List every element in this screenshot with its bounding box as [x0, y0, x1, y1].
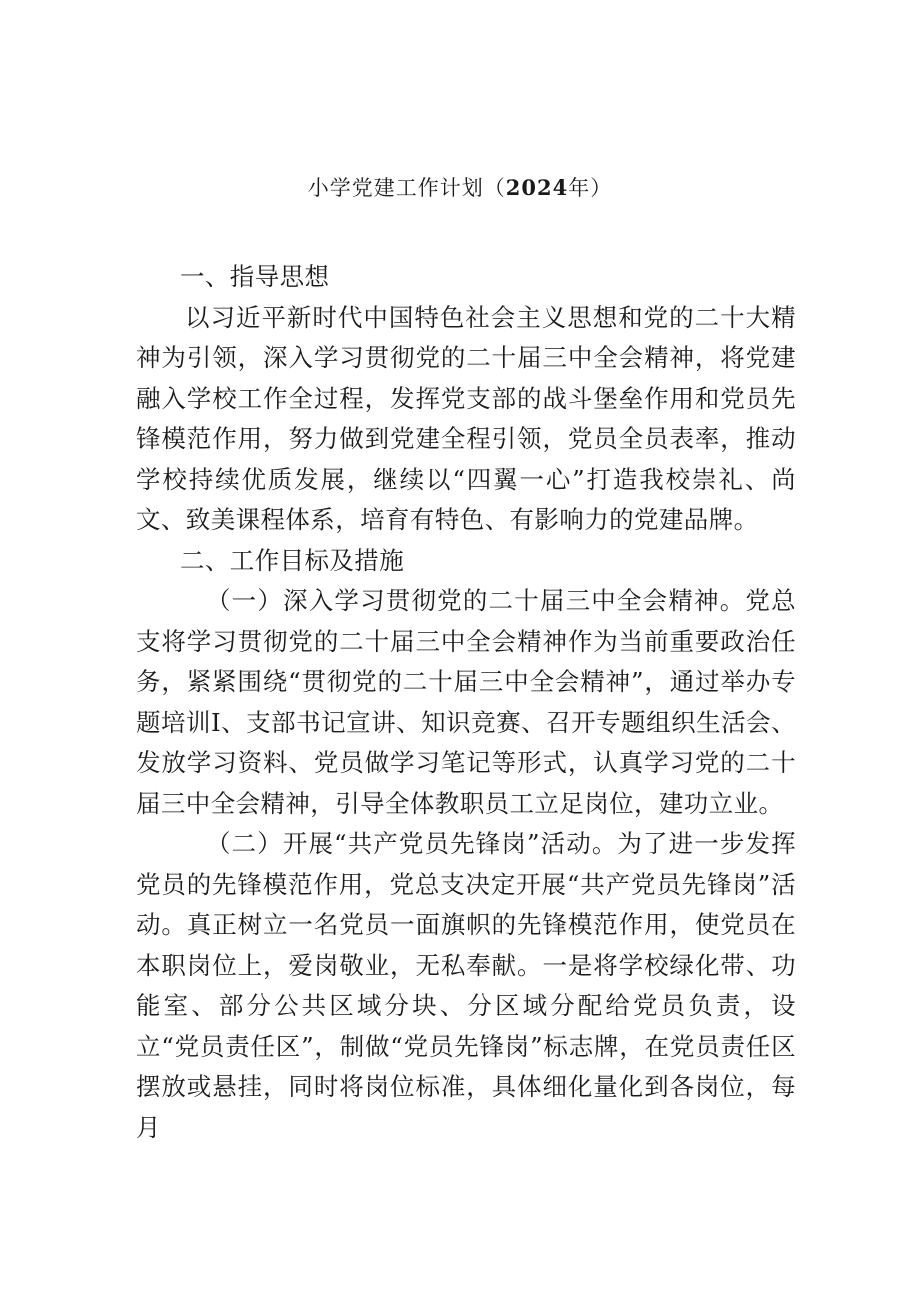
title-year: 2024: [505, 175, 569, 200]
title-end: 年）: [568, 176, 613, 200]
paragraph-measure-1: （一）深入学习贯彻党的二十届三中全会精神。党总支将学习贯彻党的二十届三中全会精神作为当前重要政治任务，紧紧围绕“贯彻党的二十届三中全会精神”，通过举办专题培训I、支部书记宣讲、知识竞赛、召开专题组织生活会、发放学习资料、党员做学习笔记等形式，认真学习党的二十届三中全会精神，引导全体教职员工立足岗位，建功立业。: [136, 586, 796, 818]
paragraph-measure-2: （二）开展“共产党员先锋岗”活动。为了进一步发挥党员的先锋模范作用，党总支决定开展“共产党员先锋岗”活动。真正树立一名党员一面旗帜的先锋模范作用，使党员在本职岗位上，爱岗敬业，无私奉献。一是将学校绿化带、功能室、部分公共区域分块、分区域分配给党员负责，设立“党员责任区”，制做“党员先锋岗”标志牌，在党员责任区摆放或悬挂，同时将岗位标准，具体细化量化到各岗位，每月: [136, 829, 796, 1142]
document-title: [0, 172, 920, 202]
title-main: 小学党建工作计划（: [307, 176, 506, 200]
paragraph-guiding-ideology: 以习近平新时代中国特色社会主义思想和党的二十大精神为引领，深入学习贯彻党的二十届三中全会精神，将党建融入学校工作全过程，发挥党支部的战斗堡垒作用和党员先锋模范作用，努力做到党建全程引领，党员全员表率，推动学校持续优质发展，继续以“四翼一心”打造我校崇礼、尚文、致美课程体系，培育有特色、有影响力的党建品牌。: [136, 302, 796, 534]
section-heading-guiding-ideology: 一、指导思想: [180, 262, 330, 291]
section-heading-goals-measures: 二、工作目标及措施: [180, 545, 405, 575]
document-body: [136, 257, 796, 1148]
